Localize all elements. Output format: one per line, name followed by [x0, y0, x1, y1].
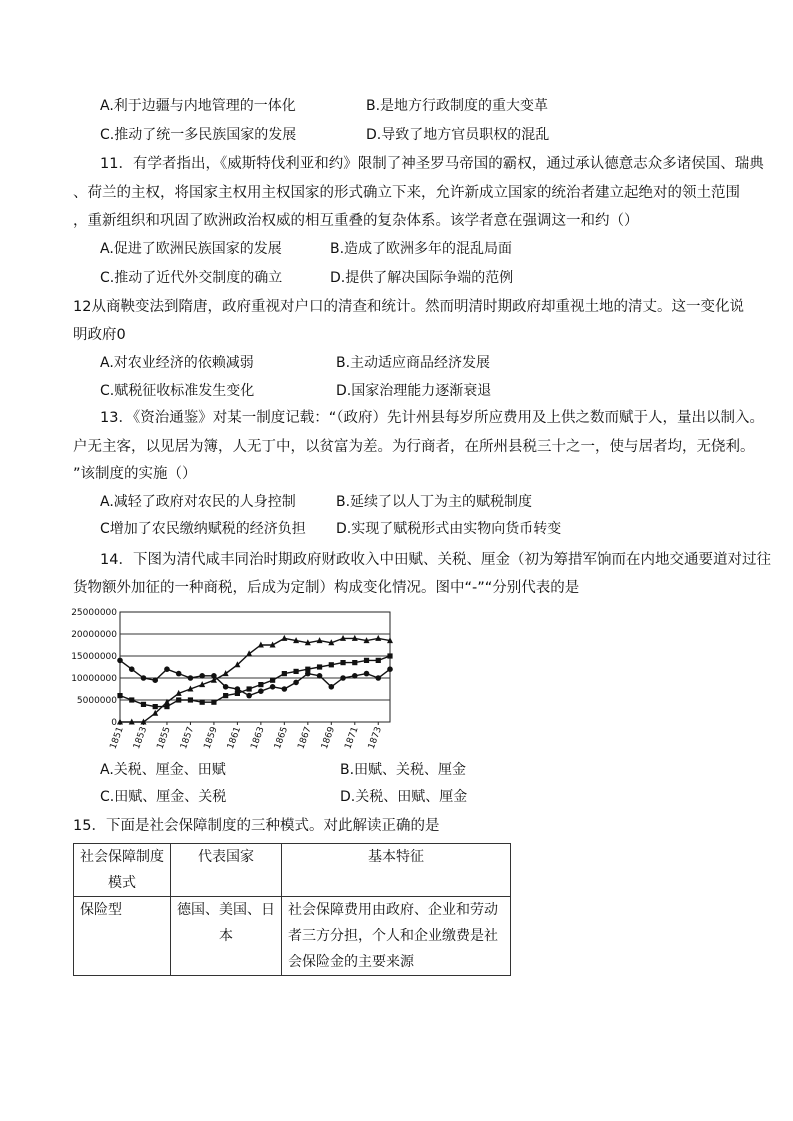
x-tick-label: 1861	[225, 725, 244, 751]
data-point-square	[141, 702, 146, 707]
q12-stem-line: 12从商鞅变法到隋唐，政府重视对户口的清查和统计。然而明清时期政府却重视土地的清丈。这一变化说	[73, 299, 744, 315]
q11-option-a: A.促进了欧洲民族国家的发展	[100, 241, 282, 257]
q13-option-a: A.减轻了政府对农民的人身控制	[100, 494, 296, 510]
table-cell: 德国、美国、日本	[171, 897, 282, 976]
q15-stem: 15．下面是社会保障制度的三种模式。对此解读正确的是	[73, 818, 440, 834]
data-point-square	[247, 686, 252, 691]
data-point-square	[282, 671, 287, 676]
revenue-line-chart	[60, 600, 400, 760]
x-tick-label: 1873	[366, 725, 385, 751]
data-point-square	[352, 660, 357, 665]
x-tick-label: 1865	[272, 725, 291, 751]
q14-option-c: C.田赋、厘金、关税	[100, 789, 227, 805]
data-point-circle	[352, 673, 358, 679]
data-point-circle	[387, 666, 393, 672]
y-tick-label: 5000000	[76, 696, 117, 706]
q12-stem-line: 明政府0	[73, 327, 126, 343]
data-point-square	[153, 704, 158, 709]
y-tick-label: 25000000	[71, 608, 117, 618]
data-point-circle	[364, 671, 370, 677]
data-point-circle	[282, 686, 288, 692]
table-cell: 保险型	[74, 897, 171, 976]
data-point-circle	[199, 673, 205, 679]
data-point-circle	[340, 675, 346, 681]
data-point-circle	[246, 693, 252, 699]
q10-option-b: B.是地方行政制度的重大变革	[366, 98, 549, 114]
data-point-circle	[270, 684, 276, 690]
y-tick-label: 15000000	[71, 652, 117, 662]
social-security-table	[73, 843, 511, 976]
data-point-square	[270, 678, 275, 683]
q10-option-a: A.利于边疆与内地管理的一体化	[100, 98, 296, 114]
q10-option-d: D.导致了地方官员职权的混乱	[366, 127, 550, 143]
q13-stem-line: ”该制度的实施（）	[73, 466, 197, 482]
q13-option-b: B.延续了以人丁为主的赋税制度	[336, 494, 533, 510]
x-tick-label: 1867	[296, 725, 314, 751]
data-point-square	[235, 691, 240, 696]
q13-option-c: C增加了农民缴纳赋税的经济负担	[100, 521, 306, 537]
data-point-circle	[164, 666, 170, 672]
q11-stem-line: 11．有学者指出，《威斯特伐利亚和约》限制了神圣罗马帝国的霸权，通过承认德意志众多诸侯国、瑞典	[100, 156, 764, 172]
data-point-square	[223, 693, 228, 698]
data-point-square	[164, 704, 169, 709]
q14-option-a: A.关税、厘金、田赋	[100, 762, 226, 778]
x-tick-label: 1857	[179, 725, 197, 751]
data-point-square	[129, 697, 134, 702]
table-header-cell: 基本特征	[282, 844, 511, 897]
data-point-square	[376, 658, 381, 663]
x-tick-label: 1859	[202, 725, 220, 751]
data-point-circle	[375, 675, 381, 681]
data-point-triangle	[317, 637, 323, 643]
x-tick-label: 1869	[319, 725, 338, 751]
series-line	[120, 656, 390, 707]
data-point-square	[317, 664, 322, 669]
data-point-circle	[317, 673, 323, 679]
q11-option-b: B.造成了欧洲多年的混乱局面	[330, 241, 513, 257]
q12-option-c: C.赋税征收标准发生变化	[100, 383, 255, 399]
y-tick-label: 0	[111, 718, 117, 728]
data-point-circle	[117, 658, 123, 664]
q11-option-c: C.推动了近代外交制度的确立	[100, 270, 283, 286]
q14-option-b: B.田赋、关税、厘金	[340, 762, 467, 778]
data-point-triangle	[246, 650, 252, 656]
table-row	[74, 897, 511, 976]
data-point-square	[364, 658, 369, 663]
y-tick-label: 20000000	[71, 630, 117, 640]
data-point-circle	[223, 684, 229, 690]
q10-option-c: C.推动了统一多民族国家的发展	[100, 127, 297, 143]
x-tick-label: 1855	[155, 725, 173, 751]
data-point-square	[258, 682, 263, 687]
data-point-circle	[188, 675, 194, 681]
data-point-square	[200, 700, 205, 705]
data-point-square	[329, 662, 334, 667]
data-point-square	[176, 697, 181, 702]
data-point-circle	[293, 680, 299, 686]
q12-option-a: A.对农业经济的依赖减弱	[100, 355, 254, 371]
q11-stem-line: ，重新组织和巩固了欧洲政治权威的相互重叠的复杂体系。该学者意在强调这一和约（）	[73, 213, 639, 229]
table-header-cell: 代表国家	[171, 844, 282, 897]
data-point-triangle	[375, 635, 381, 641]
data-point-square	[387, 653, 392, 658]
data-point-square	[293, 669, 298, 674]
q12-option-b: B.主动适应商品经济发展	[336, 355, 491, 371]
data-point-square	[305, 667, 310, 672]
table-cell: 社会保障费用由政府、企业和劳动者三方分担，个人和企业缴费是社会保险金的主要来源	[282, 897, 511, 976]
data-point-square	[340, 660, 345, 665]
q14-stem-line: 14．下图为清代咸丰同治时期政府财政收入中田赋、关税、厘金（初为筹措军饷而在内地交通要道对过往	[100, 552, 771, 568]
data-point-circle	[258, 688, 264, 694]
q14-stem-line: 货物额外加征的一种商税，后成为定制）构成变化情况。图中“-”“分别代表的是	[73, 580, 580, 596]
data-point-triangle	[281, 635, 287, 641]
q12-option-d: D.国家治理能力逐渐衰退	[336, 383, 492, 399]
table-header-row	[74, 844, 511, 897]
x-tick-label: 1871	[343, 725, 361, 751]
q13-stem-line: 13．《资治通鉴》对某一制度记载：“（政府）先计州县每岁所应费用及上供之数而赋于人，量出以制入。	[100, 410, 764, 426]
y-tick-label: 10000000	[71, 674, 117, 684]
q14-option-d: D.关税、田赋、厘金	[340, 789, 468, 805]
x-tick-label: 1863	[249, 725, 267, 751]
data-point-circle	[141, 675, 147, 681]
x-tick-label: 1853	[132, 725, 150, 751]
data-point-circle	[329, 684, 335, 690]
data-point-circle	[176, 671, 182, 677]
data-point-circle	[129, 666, 135, 672]
data-point-square	[211, 700, 216, 705]
series-line	[120, 638, 390, 722]
q11-stem-line: 、荷兰的主权，将国家主权用主权国家的形式确立下来，允许新成立国家的统治者建立起绝对的领土范围	[73, 185, 740, 201]
q11-option-d: D.提供了解决国际争端的范例	[330, 270, 514, 286]
data-point-circle	[211, 673, 217, 679]
table-header-cell: 社会保障制度模式	[74, 844, 171, 897]
data-point-square	[117, 693, 122, 698]
x-tick-label: 1851	[108, 725, 126, 751]
data-point-circle	[152, 677, 158, 683]
data-point-triangle	[223, 670, 229, 676]
plot-frame	[120, 612, 390, 722]
data-point-square	[188, 697, 193, 702]
q13-option-d: D.实现了赋税形式由实物向货币转变	[336, 521, 562, 537]
q13-stem-line: 户无主客，以见居为簿，人无丁中，以贫富为差。为行商者，在所州县税三十之一，使与居者均，无侥利。	[73, 439, 755, 455]
